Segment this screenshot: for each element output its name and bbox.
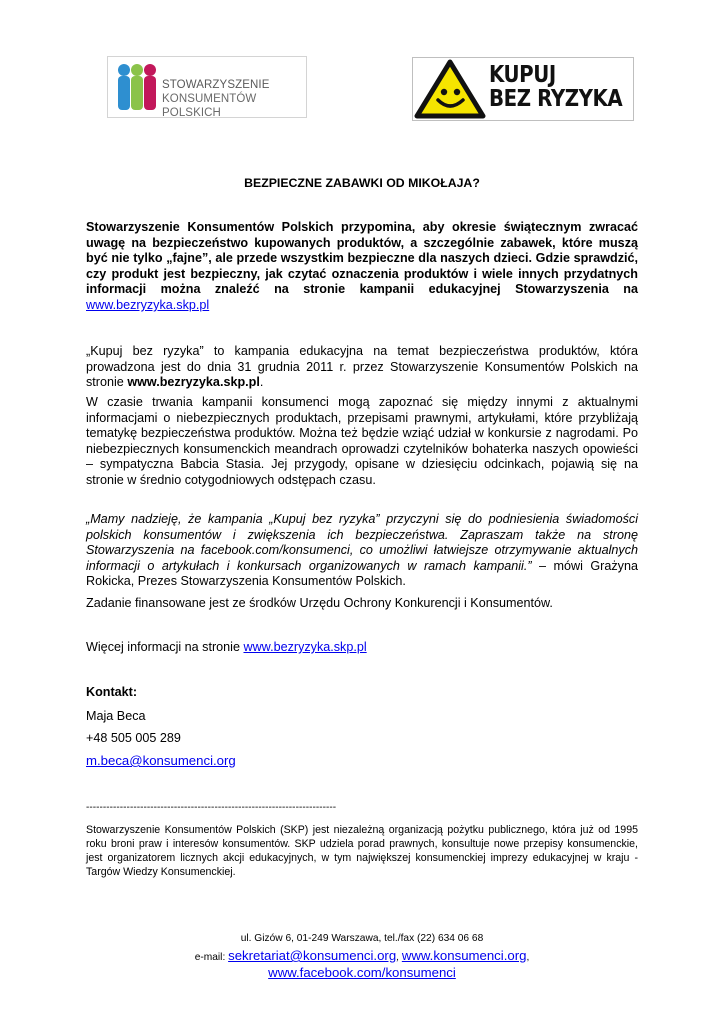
lead-text: Stowarzyszenie Konsumentów Polskich przypomina, aby okresie świątecznym zwracać uwagę na bezpieczeństwo kupowanych produktów, a szczególnie zabawek, które muszą być nie tylko „fajne”, ale przede wszystkim bezpieczne dla naszych dzieci. Gdzie sprawdzić, czy produkt jest bezpieczny, jak czytać oznaczenia produktów i wiele innych przydatnych informacji można znaleźć na stronie kampanii edukacyjnej Stowarzyszenia na <box>86 220 638 297</box>
skp-logo-line1: STOWARZYSZENIE <box>162 79 270 91</box>
campaign-logo-line1: KUPUJ <box>489 62 556 88</box>
details-paragraph: W czasie trwania kampanii konsumenci mogą zapoznać się między innymi z aktualnymi informacjami o niebezpiecznych produktach, przepisami prawnymi, artykułami, które przybliżają tematykę bezpieczeństwa produktów. Można też będzie wziąć udział w konkursie z nagrodami. Po niebezpiecznych konsumenckich meandrach oprowadzi czytelników bohaterka naszych opowieści – sympatyczna Babcia Stasia. Jej przygody, opisane w dziesięciu odcinkach, pojawią się na stronie w średnio cotygodniowych odstępach czasu. <box>86 395 638 487</box>
more-info <box>86 640 367 656</box>
smiley-warning-icon <box>414 59 486 119</box>
skp-logo-text <box>162 78 306 120</box>
page-title: BEZPIECZNE ZABAWKI OD MIKOŁAJA? <box>244 176 480 190</box>
campaign-logo-text <box>489 63 622 111</box>
footer-separator-1: , <box>396 952 402 963</box>
footnote: Stowarzyszenie Konsumentów Polskich (SKP) jest niezależną organizacją pożytku publicznego, która już od 1995 roku broni praw i interesów konsumentów. SKP udziela porad prawnych, konsultuje nowe przepisy konsumenckie, jest organizatorem licznych akcji edukacyjnych, w tym największej konsumenckiej imprezy edukacyjnej w kraju - Targów Wiedzy Konsumenckiej. <box>86 824 638 878</box>
contact-email-link[interactable]: m.beca@konsumenci.org <box>86 753 236 768</box>
campaign-website: www.bezryzyka.skp.pl <box>127 375 260 390</box>
footer-address: ul. Gizów 6, 01-249 Warszawa, tel./fax (22) 634 06 68 <box>240 933 484 944</box>
campaign-logo-line2: BEZ RYZYKA <box>489 86 623 112</box>
contact-heading: Kontakt: <box>86 685 138 699</box>
funding-note: Zadanie finansowane jest ze środków Urzędu Ochrony Konkurencji i Konsumentów. <box>86 596 553 610</box>
lead-paragraph <box>86 220 638 314</box>
contact-phone: +48 505 005 289 <box>86 731 181 745</box>
footer-facebook-line <box>0 965 724 980</box>
footer-separator-2: , <box>526 952 530 963</box>
footer-email-label: e-mail: <box>194 952 229 963</box>
quote-text: „Mamy nadzieję, że kampania „Kupuj bez ryzyka” przyczyni się do podniesienia świadomości polskich konsumentów i zwiększenia ich bezpieczeństwa. Zapraszam także na stronę Stowarzyszenia na facebook.com/konsumenci, co umożliwi łatwiejsze otrzymywanie aktualnych informacji o artykułach i konkursach organizowanych w ramach kampanii.” <box>86 512 638 573</box>
footer-contacts <box>0 948 724 963</box>
footer-email-link[interactable]: sekretariat@konsumenci.org <box>228 948 397 963</box>
quote-attribution: – mówi Grażyna Rokicka, Prezes Stowarzyszenia Konsumentów Polskich. <box>86 558 638 589</box>
people-icon <box>114 61 160 115</box>
footer-facebook-link[interactable]: www.facebook.com/konsumenci <box>268 965 456 980</box>
campaign-paragraph-end: . <box>259 375 264 390</box>
skp-logo-line2: KONSUMENTÓW POLSKICH <box>162 93 257 119</box>
skp-logo <box>107 56 307 118</box>
contact-name: Maja Beca <box>86 709 146 723</box>
more-info-link[interactable]: www.bezryzyka.skp.pl <box>243 640 367 654</box>
kupuj-bez-ryzyka-logo <box>412 57 634 121</box>
footer-website-link[interactable]: www.konsumenci.org <box>401 948 527 963</box>
separator: -------------------------------------------------------------------------- <box>86 802 337 813</box>
quote-paragraph <box>86 512 638 590</box>
campaign-paragraph-text: „Kupuj bez ryzyka” to kampania edukacyjna na temat bezpieczeństwa produktów, która prowadzona jest do dnia 31 grudnia 2011 r. przez Stowarzyszenie Konsumentów Polskich na stronie <box>86 344 638 390</box>
campaign-paragraph <box>86 344 638 391</box>
more-info-text: Więcej informacji na stronie <box>86 640 244 654</box>
contact-email-line <box>86 753 236 770</box>
campaign-link[interactable]: www.bezryzyka.skp.pl <box>86 297 210 312</box>
